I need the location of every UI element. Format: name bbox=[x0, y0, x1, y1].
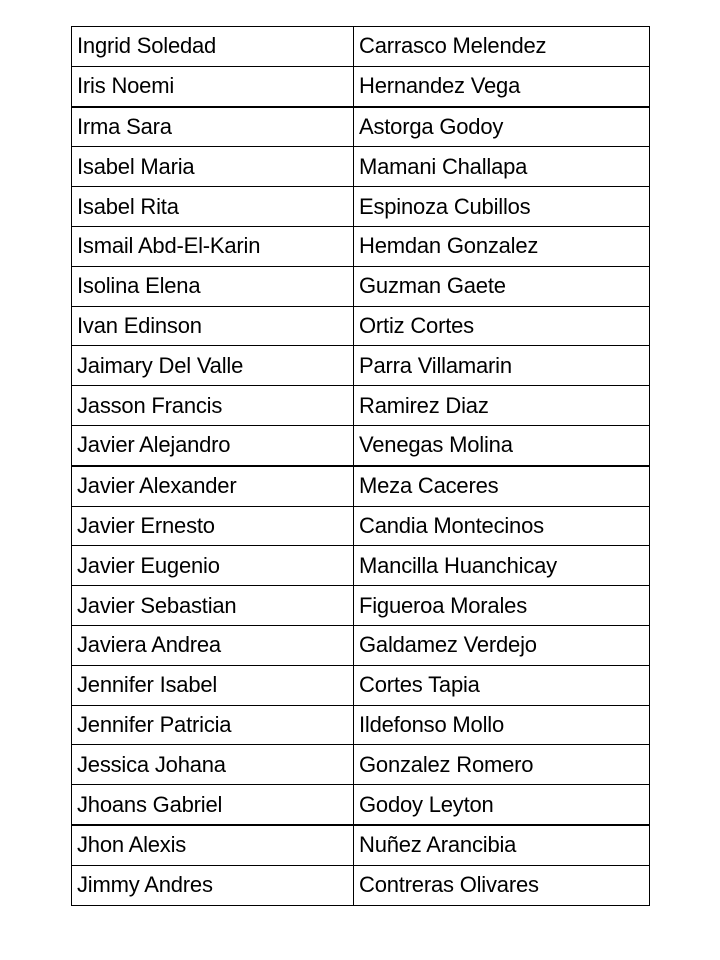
table-row bbox=[72, 306, 650, 346]
table-row bbox=[72, 705, 650, 745]
table-row bbox=[72, 586, 650, 626]
first-name-cell: Jaimary Del Valle bbox=[72, 346, 354, 386]
table-row bbox=[72, 546, 650, 586]
first-name-cell: Isolina Elena bbox=[72, 266, 354, 306]
last-name-cell: Ramirez Diaz bbox=[354, 386, 650, 426]
last-name-cell: Astorga Godoy bbox=[354, 107, 650, 147]
last-name-cell: Contreras Olivares bbox=[354, 865, 650, 905]
table-row bbox=[72, 466, 650, 506]
first-name-cell: Javier Eugenio bbox=[72, 546, 354, 586]
first-name-cell: Javier Ernesto bbox=[72, 506, 354, 546]
last-name-cell: Cortes Tapia bbox=[354, 665, 650, 705]
first-name-cell: Jennifer Patricia bbox=[72, 705, 354, 745]
table-row bbox=[72, 506, 650, 546]
names-table bbox=[71, 26, 650, 906]
first-name-cell: Iris Noemi bbox=[72, 66, 354, 106]
last-name-cell: Ortiz Cortes bbox=[354, 306, 650, 346]
table-row bbox=[72, 625, 650, 665]
table-row bbox=[72, 27, 650, 67]
last-name-cell: Gonzalez Romero bbox=[354, 745, 650, 785]
first-name-cell: Jennifer Isabel bbox=[72, 665, 354, 705]
first-name-cell: Isabel Rita bbox=[72, 187, 354, 227]
first-name-cell: Ivan Edinson bbox=[72, 306, 354, 346]
last-name-cell: Hemdan Gonzalez bbox=[354, 226, 650, 266]
first-name-cell: Irma Sara bbox=[72, 107, 354, 147]
table-row bbox=[72, 107, 650, 147]
first-name-cell: Javiera Andrea bbox=[72, 625, 354, 665]
last-name-cell: Guzman Gaete bbox=[354, 266, 650, 306]
last-name-cell: Carrasco Melendez bbox=[354, 27, 650, 67]
first-name-cell: Javier Alejandro bbox=[72, 425, 354, 465]
first-name-cell: Ismail Abd-El-Karin bbox=[72, 226, 354, 266]
first-name-cell: Jimmy Andres bbox=[72, 865, 354, 905]
last-name-cell: Mancilla Huanchicay bbox=[354, 546, 650, 586]
first-name-cell: Javier Alexander bbox=[72, 466, 354, 506]
last-name-cell: Mamani Challapa bbox=[354, 147, 650, 187]
table-row bbox=[72, 346, 650, 386]
table-row bbox=[72, 745, 650, 785]
table-row bbox=[72, 266, 650, 306]
last-name-cell: Candia Montecinos bbox=[354, 506, 650, 546]
last-name-cell: Hernandez Vega bbox=[354, 66, 650, 106]
last-name-cell: Galdamez Verdejo bbox=[354, 625, 650, 665]
last-name-cell: Ildefonso Mollo bbox=[354, 705, 650, 745]
first-name-cell: Jasson Francis bbox=[72, 386, 354, 426]
last-name-cell: Parra Villamarin bbox=[354, 346, 650, 386]
table-row bbox=[72, 785, 650, 825]
first-name-cell: Jessica Johana bbox=[72, 745, 354, 785]
table-row bbox=[72, 865, 650, 905]
table-row bbox=[72, 665, 650, 705]
first-name-cell: Jhoans Gabriel bbox=[72, 785, 354, 825]
first-name-cell: Jhon Alexis bbox=[72, 825, 354, 865]
last-name-cell: Nuñez Arancibia bbox=[354, 825, 650, 865]
table-row bbox=[72, 187, 650, 227]
last-name-cell: Figueroa Morales bbox=[354, 586, 650, 626]
table-row bbox=[72, 66, 650, 106]
last-name-cell: Meza Caceres bbox=[354, 466, 650, 506]
names-table-body bbox=[72, 27, 650, 906]
table-row bbox=[72, 386, 650, 426]
table-row bbox=[72, 147, 650, 187]
first-name-cell: Ingrid Soledad bbox=[72, 27, 354, 67]
last-name-cell: Venegas Molina bbox=[354, 425, 650, 465]
table-row bbox=[72, 825, 650, 865]
last-name-cell: Espinoza Cubillos bbox=[354, 187, 650, 227]
table-row bbox=[72, 425, 650, 465]
first-name-cell: Javier Sebastian bbox=[72, 586, 354, 626]
last-name-cell: Godoy Leyton bbox=[354, 785, 650, 825]
table-row bbox=[72, 226, 650, 266]
first-name-cell: Isabel Maria bbox=[72, 147, 354, 187]
